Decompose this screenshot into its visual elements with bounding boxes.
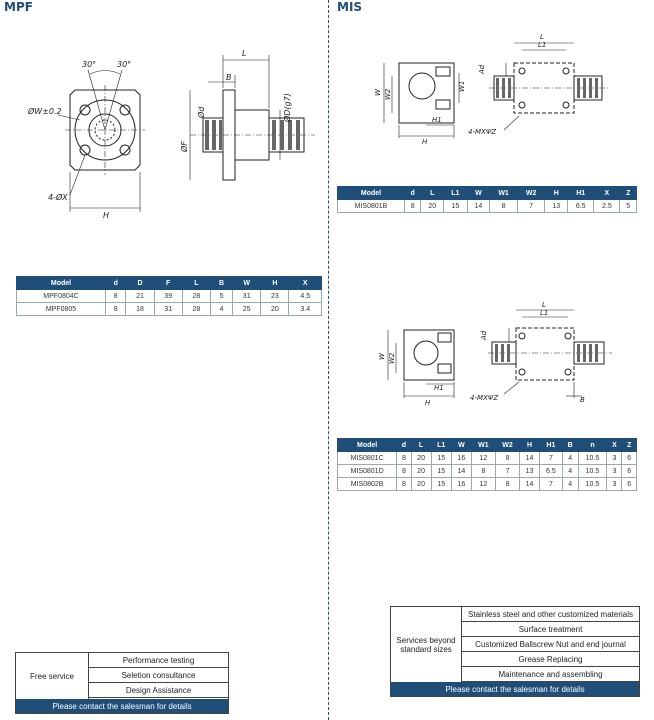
contact-salesman-footer: Please contact the salesman for details [16,699,228,713]
table-cell: 14 [467,200,490,213]
service-item: Customized Ballscrew Nut and end journal [462,637,639,652]
mis2-dim-w2: W2 [388,352,396,364]
table-cell: 20 [421,200,444,213]
table-row [17,303,322,316]
mis1-dim-l1: L1 [538,41,547,49]
mis1-dim-w1: W1 [458,80,466,92]
table-cell: 5 [210,290,232,303]
table-cell: 10.5 [578,452,607,465]
table-cell: 25 [233,303,261,316]
table-cell: 8 [471,465,495,478]
table-cell: 15 [431,465,451,478]
services-beyond-label: Services beyond standard sizes [391,607,462,682]
mpf-dim-h: H [103,211,110,220]
column-header: X [607,439,622,452]
table-cell: 13 [520,465,540,478]
table-cell: 13 [545,200,568,213]
mis2-dim-h1: H1 [434,384,444,392]
table-cell: MIS0802B [338,478,397,491]
column-header: F [154,277,182,290]
mis-drawing-1 [364,28,624,148]
table-cell: MIS0801C [338,452,397,465]
column-header: Model [338,187,405,200]
table-cell: 6.5 [539,465,562,478]
table-cell: 31 [154,303,182,316]
section-title-mpf: MPF [4,0,33,14]
mpf-dim-d: Ød [197,106,206,118]
free-service-label: Free service [16,653,89,699]
table-cell: 6 [622,465,637,478]
table-cell: 4.5 [289,290,322,303]
mpf-dim-l: L [242,49,247,58]
column-header: Z [620,187,637,200]
table-cell: 39 [154,290,182,303]
table-cell: 15 [444,200,467,213]
column-header: Model [338,439,397,452]
free-service-box [15,652,229,714]
mis1-dim-w: W [374,89,382,96]
table-cell: 7 [539,478,562,491]
table-cell: 14 [520,452,540,465]
table-row [338,478,637,491]
mis1-dim-w2: W2 [384,88,392,100]
table-cell: 5 [620,200,637,213]
table-cell: 23 [261,290,289,303]
table-cell: 2.5 [594,200,620,213]
column-header: H1 [539,439,562,452]
table-header-row [338,439,637,452]
table-cell: 4 [562,465,578,478]
service-item: Performance testing [89,653,228,668]
mis2-dim-h: H [425,399,431,407]
table-cell: 15 [431,452,451,465]
column-header: H [545,187,568,200]
mis1-dim-h: H [422,138,428,146]
table-cell: 8 [106,290,126,303]
table-cell: 20 [411,465,431,478]
table-cell: 31 [233,290,261,303]
column-header: W [451,439,471,452]
table-cell: 8 [106,303,126,316]
mpf-w-tolerance: ØW±0.2 [28,107,62,116]
column-header: n [578,439,607,452]
column-header: L1 [431,439,451,452]
table-row [338,452,637,465]
table-cell: 6 [622,452,637,465]
column-header: L [421,187,444,200]
table-cell: 4 [210,303,232,316]
column-header: B [562,439,578,452]
table-cell: 16 [451,452,471,465]
mis1-dim-a: Ad [478,64,486,74]
table-cell: 4 [562,452,578,465]
column-header: H1 [568,187,594,200]
service-item: Maintenance and assembling [462,667,639,682]
column-header: d [404,187,420,200]
table-cell: 8 [397,452,411,465]
column-header: d [397,439,411,452]
column-header: H [520,439,540,452]
mpf-angle-1: 30° [82,60,97,69]
mis2-dim-l1: L1 [540,309,549,317]
table-cell: 12 [471,452,495,465]
table-cell: MIS0801D [338,465,397,478]
service-item: Seletion consultance [89,668,228,683]
table-cell: 3.4 [289,303,322,316]
column-header: L [182,277,210,290]
column-header: X [594,187,620,200]
table-cell: 8 [397,478,411,491]
table-cell: MPF0805 [17,303,106,316]
table-cell: 3 [607,478,622,491]
mpf-dim-F: ØF [180,141,189,152]
column-header: L1 [444,187,467,200]
mis1-tap-label: 4-MXΨZ [468,128,497,136]
mpf-dim-D: ØD(g7) [283,93,292,122]
table-cell: 8 [495,452,519,465]
table-cell: MPF0804C [17,290,106,303]
column-header: W1 [490,187,518,200]
table-cell: 20 [261,303,289,316]
column-header: W2 [517,187,545,200]
service-item: Stainless steel and other customized materials [462,607,639,622]
table-cell: 28 [182,303,210,316]
mis2-spec-table [337,438,637,491]
mis2-dim-b: B [580,396,585,404]
column-header: B [210,277,232,290]
mis1-dim-h1: H1 [432,116,442,124]
column-header: L [411,439,431,452]
table-cell: 15 [431,478,451,491]
column-header: W [467,187,490,200]
table-row [17,290,322,303]
table-cell: 10.5 [578,465,607,478]
mpf-spec-table [16,276,322,316]
table-header-row [17,277,322,290]
table-row [338,200,637,213]
column-header: X [289,277,322,290]
mis-drawing-2 [364,298,624,413]
column-header: W2 [495,439,519,452]
services-beyond-box [390,606,640,697]
column-divider [328,0,329,720]
mis1-spec-table [337,186,637,213]
service-item: Surface treatment [462,622,639,637]
table-cell: MIS0801B [338,200,405,213]
mpf-holes-label: 4-ØX [48,193,68,202]
table-cell: 8 [397,465,411,478]
column-header: W [233,277,261,290]
column-header: d [106,277,126,290]
mis2-dim-a: Ad [480,330,488,340]
mpf-dim-b: B [226,73,232,82]
column-header: W1 [471,439,495,452]
table-cell: 21 [126,290,154,303]
contact-salesman-footer: Please contact the salesman for details [391,682,639,696]
table-cell: 6.5 [568,200,594,213]
table-cell: 8 [490,200,518,213]
table-cell: 7 [495,465,519,478]
table-cell: 20 [411,452,431,465]
table-row [338,465,637,478]
mis2-tap-label: 4-MXΨZ [470,394,499,402]
table-cell: 3 [607,465,622,478]
table-header-row [338,187,637,200]
table-cell: 3 [607,452,622,465]
mpf-angle-2: 30° [117,60,132,69]
table-cell: 14 [520,478,540,491]
table-cell: 7 [517,200,545,213]
service-item: Grease Replacing [462,652,639,667]
table-cell: 14 [451,465,471,478]
service-item: Design Assistance [89,683,228,698]
column-header: Z [622,439,637,452]
mis2-dim-w: W [378,353,386,360]
table-cell: 12 [471,478,495,491]
column-header: D [126,277,154,290]
table-cell: 16 [451,478,471,491]
table-cell: 8 [404,200,420,213]
mpf-drawing [28,40,320,230]
section-title-mis: MIS [337,0,363,14]
mis1-dim-l: L [540,33,544,41]
table-cell: 28 [182,290,210,303]
column-header: Model [17,277,106,290]
table-cell: 10.5 [578,478,607,491]
table-cell: 8 [495,478,519,491]
table-cell: 20 [411,478,431,491]
table-cell: 6 [622,478,637,491]
column-header: H [261,277,289,290]
table-cell: 18 [126,303,154,316]
mis2-dim-l: L [542,301,546,309]
table-cell: 7 [539,452,562,465]
table-cell: 4 [562,478,578,491]
